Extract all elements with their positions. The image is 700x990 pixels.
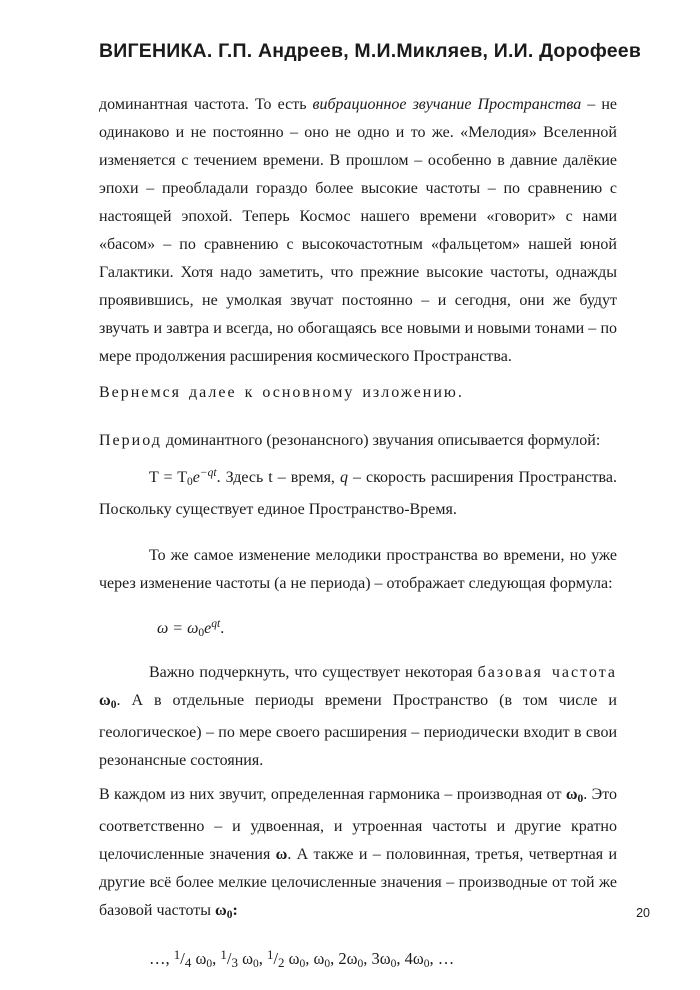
formula-T <box>149 469 217 486</box>
spaced-text-run: Вернемся далее к основному изложению. <box>99 384 464 401</box>
subscript: 0 <box>299 958 306 970</box>
fraction-third <box>220 949 238 968</box>
fraction-numerator: 1 <box>220 947 227 962</box>
fraction-denominator: 4 <box>184 955 192 970</box>
ellipsis: …, <box>149 949 174 968</box>
fraction-slash: / <box>226 949 232 968</box>
fraction-numerator: 1 <box>266 947 274 962</box>
euler-e: e <box>204 620 212 637</box>
omega-term: 4ω <box>404 949 424 968</box>
separator: , <box>305 949 314 968</box>
subscript: 0 <box>226 909 233 921</box>
superscript: qt <box>211 618 221 630</box>
text-run: . Здесь t – время, <box>216 469 340 486</box>
separator: , <box>363 949 372 968</box>
fraction-slash: / <box>180 949 185 968</box>
subscript: 0 <box>187 476 193 488</box>
separator: , <box>429 949 438 968</box>
separator: , <box>396 949 405 968</box>
text-run: . А также и – половинная, третья, четвертная и другие всё более мелкие целочисленные значения – производные от той же базовой частоты <box>99 846 618 919</box>
text-run: То же самое изменение мелодики пространства во времени, но уже через изменение частоты (а не периода) – отображает следующая формула: <box>99 547 617 592</box>
fraction-half <box>267 949 285 968</box>
fraction-denominator: 3 <box>231 955 238 970</box>
text-run: . Это соответственно – и удвоенная, и утроенная частоты и другие кратно целочисленные значения <box>99 786 617 863</box>
omega-symbol: ω <box>275 846 288 863</box>
page-content <box>99 91 617 978</box>
page-header <box>99 40 642 62</box>
page-number: 20 <box>636 906 650 920</box>
subscript: 0 <box>390 958 397 970</box>
subscript: 0 <box>357 958 364 970</box>
formula-base: ω = ω <box>157 620 199 637</box>
spaced-text-run: базовая частота <box>477 664 617 681</box>
text-run: Важно подчеркнуть, что существует некоторая <box>149 664 478 681</box>
text-run: доминантная частота. То есть <box>99 96 313 113</box>
ellipsis: … <box>437 949 455 968</box>
fraction-denominator: 2 <box>278 955 285 970</box>
fraction-numerator: 1 <box>173 947 181 962</box>
italic-run: вибрационное звучание Пространства <box>312 96 582 113</box>
omega-term: ω <box>191 949 207 968</box>
separator: , <box>258 949 267 968</box>
paragraph-period-formula <box>99 459 617 524</box>
spaced-text-run: Период <box>99 432 162 449</box>
omega-term: ω <box>284 949 300 968</box>
omega-symbol: ω <box>215 902 227 919</box>
paragraph-base-frequency <box>99 659 617 775</box>
paragraph-period-formula-intro <box>99 427 617 455</box>
omega-term: 2ω <box>338 949 358 968</box>
superscript: −qt <box>199 467 217 479</box>
formula-base: T = T <box>149 469 188 486</box>
formula-harmonic-series <box>99 941 617 978</box>
paragraph-dominant-frequency <box>99 91 617 371</box>
formula-omega <box>99 610 617 647</box>
subscript: 0 <box>577 793 584 805</box>
text-run: доминантного (резонансного) звучания описывается формулой: <box>161 432 601 449</box>
text-run: В каждом из них звучит, определенная гармоника – производная от <box>99 786 566 803</box>
omega-term: ω <box>313 949 325 968</box>
separator: , <box>330 949 339 968</box>
separator: , <box>212 949 221 968</box>
text-run: – не одинаково и не постоянно – оно не одно и то же. «Мелодия» Вселенной изменяется с течением времени. В прошлом – особенно в давние далёкие эпохи – преобладали гораздо более высокие частоты – по сравнению с настоящей эпохой. Теперь Космос нашего времени «говорит» с нами «басом» – по сравнению с высокочастотным «фальцетом» нашей юной Галактики. Хотя надо заметить, что прежние высокие частоты, однажды проявившись, не умолкая звучат постоянно – и сегодня, они же будут звучать и завтра и всегда, но обогащаясь все новыми и новыми тонами – по мере продолжения расширения космического Пространства. <box>99 96 617 365</box>
omega-symbol: ω <box>565 786 578 803</box>
text-run: – скорость расширения Пространства. Поскольку существует единое Пространство-Время. <box>99 469 617 518</box>
subscript: 0 <box>206 958 213 970</box>
subscript: 0 <box>324 958 331 970</box>
omega-symbol: ω <box>99 692 111 709</box>
subscript: 0 <box>252 958 259 970</box>
variable-q: q <box>339 469 348 486</box>
fraction-slash: / <box>273 949 279 968</box>
euler-e: e <box>192 469 200 486</box>
paragraph-return-to-main <box>99 379 617 407</box>
fraction-quarter <box>174 949 192 968</box>
subscript: 0 <box>423 958 430 970</box>
omega-term: 3ω <box>371 949 391 968</box>
paragraph-frequency-formula-intro <box>99 542 617 598</box>
text-run: : <box>232 902 238 919</box>
subscript: 0 <box>198 627 205 639</box>
text-run: . <box>220 620 225 637</box>
subscript: 0 <box>110 699 117 711</box>
text-run: . А в отдельные периоды времени Пространство (в том числе и геологическое) – по мере своего расширения – периодически входит в свои резонансные состояния. <box>99 692 617 769</box>
omega-term: ω <box>237 949 253 968</box>
header-title: ВИГЕНИКА. Г.П. Андреев, М.И.Микляев, И.И. Дорофеев <box>99 40 642 62</box>
paragraph-harmonics <box>99 781 617 929</box>
